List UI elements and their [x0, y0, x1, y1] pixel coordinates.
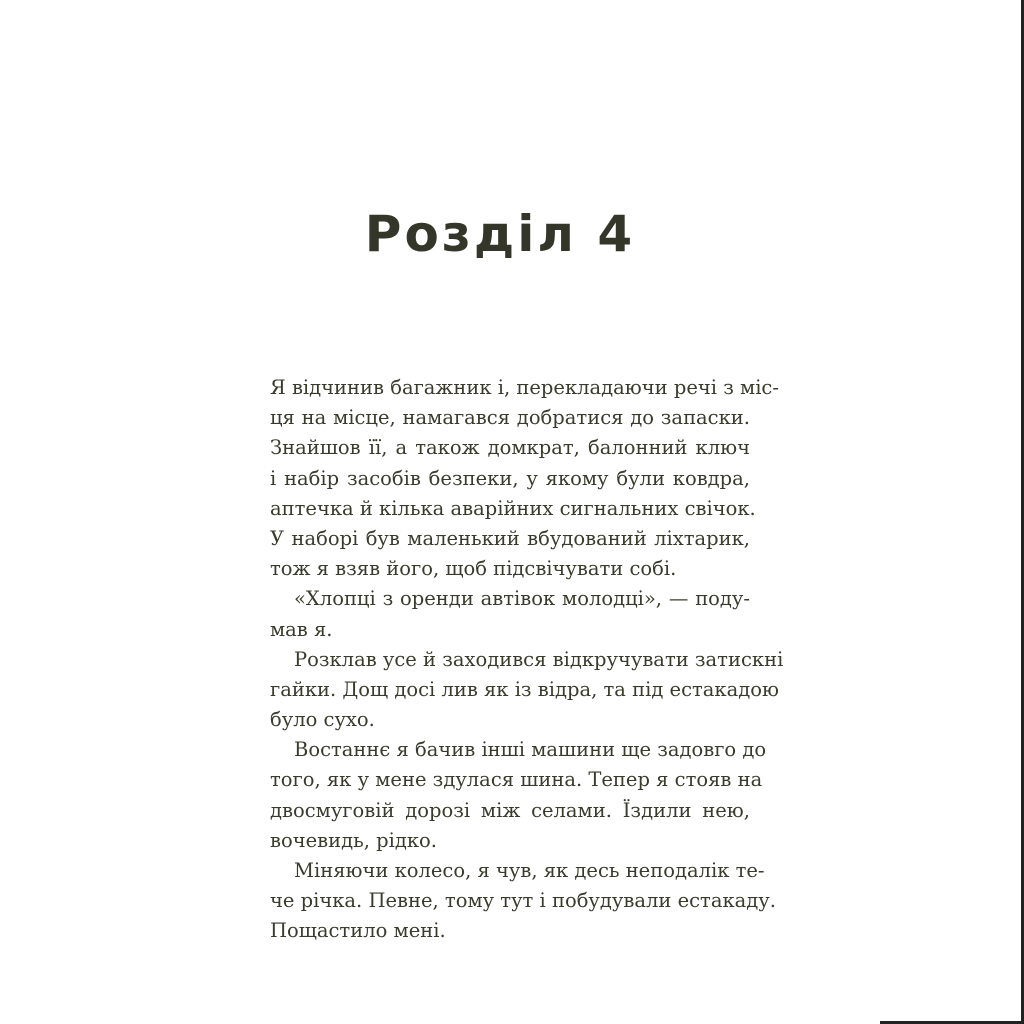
text-line: гайки. Дощ досі лив як із відра, та під естакадою	[270, 677, 779, 701]
text-line: мав я.	[270, 617, 333, 641]
chapter-title: Розділ 4	[364, 205, 636, 263]
text-line: «Хлопці з оренди автівок молодці», — поду-	[294, 587, 750, 611]
text-line: че річка. Певне, тому тут і побудували естакаду.	[270, 889, 776, 913]
text-line: ця на місце, намагався добратися до запаски.	[270, 406, 750, 430]
text-line: Я відчинив багажник і, перекладаючи речі з міс-	[270, 376, 779, 399]
text-line: було сухо.	[270, 708, 375, 732]
text-line: Розклав усе й заходився відкручувати затискні	[294, 647, 784, 671]
text-line: і набір засобів безпеки, у якому були ковдра,	[270, 466, 750, 490]
text-line: того, як у мене здулася шина. Тепер я стояв на	[270, 768, 763, 792]
text-line: Пощастило мені.	[270, 919, 446, 943]
text-line: Знайшов її, а також домкрат, балонний ключ	[270, 436, 750, 460]
text-line: Міняючи колесо, я чув, як десь неподалік те-	[294, 859, 765, 882]
text-line: тож я взяв його, щоб підсвічувати собі.	[270, 557, 677, 581]
text-line: аптечка й кілька аварійних сигнальних свічок.	[270, 496, 756, 520]
text-line: двосмуговій дорозі між селами. Їздили нею,	[270, 798, 750, 822]
text-line: вочевидь, рідко.	[270, 828, 437, 852]
body-text	[270, 373, 784, 947]
text-line: У наборі був маленький вбудований ліхтарик,	[270, 526, 750, 550]
text-line: Востаннє я бачив інші машини ще задовго до	[294, 738, 767, 762]
